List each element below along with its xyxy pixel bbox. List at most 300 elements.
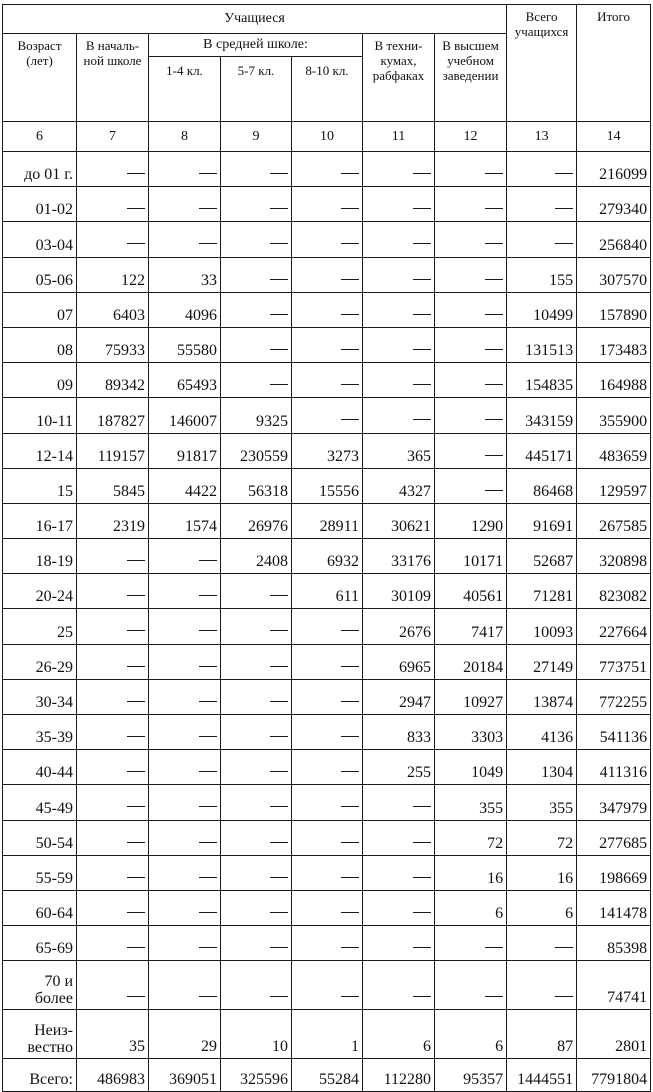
value-cell xyxy=(292,257,363,292)
value-cell xyxy=(77,750,149,785)
value-cell xyxy=(292,715,363,750)
value-cell: 9325 xyxy=(221,398,292,433)
dash-mark xyxy=(341,806,359,807)
dash-mark xyxy=(485,455,503,456)
dash-mark xyxy=(270,877,288,878)
value-cell: 72 xyxy=(435,820,507,855)
dash-mark xyxy=(485,279,503,280)
age-cell: 07 xyxy=(3,292,77,327)
dash-mark xyxy=(341,996,359,997)
value-cell xyxy=(221,152,292,187)
value-cell xyxy=(149,750,221,785)
table-row xyxy=(3,1010,651,1059)
table-row xyxy=(3,222,651,257)
value-cell: 55580 xyxy=(149,327,221,362)
dash-mark xyxy=(413,842,431,843)
column-number: 10 xyxy=(292,122,363,152)
dash-mark xyxy=(485,384,503,385)
table-row xyxy=(3,539,651,574)
value-cell xyxy=(292,820,363,855)
value-cell xyxy=(363,292,435,327)
value-cell xyxy=(292,187,363,222)
header-grades-5-7: 5-7 кл. xyxy=(221,57,292,122)
value-cell: 20184 xyxy=(435,644,507,679)
value-cell: 119157 xyxy=(77,433,149,468)
value-cell: 65493 xyxy=(149,363,221,398)
dash-mark xyxy=(127,736,145,737)
students-by-age-table xyxy=(2,4,651,1092)
age-cell: 18-19 xyxy=(3,539,77,574)
value-cell: 277685 xyxy=(577,820,651,855)
value-cell: 4096 xyxy=(149,292,221,327)
value-cell xyxy=(77,222,149,257)
value-cell: 255 xyxy=(363,750,435,785)
value-cell xyxy=(149,539,221,574)
value-cell: 3273 xyxy=(292,433,363,468)
value-cell: 1 xyxy=(292,1010,363,1059)
total-value-cell: 369051 xyxy=(149,1059,221,1092)
value-cell: 75933 xyxy=(77,327,149,362)
dash-mark xyxy=(413,419,431,420)
age-cell: 10-11 xyxy=(3,398,77,433)
value-cell xyxy=(292,327,363,362)
dash-mark xyxy=(199,912,217,913)
value-cell xyxy=(363,961,435,1010)
dash-mark xyxy=(341,877,359,878)
column-number: 13 xyxy=(507,122,577,152)
value-cell xyxy=(363,926,435,961)
value-cell: 33 xyxy=(149,257,221,292)
value-cell: 141478 xyxy=(577,890,651,925)
column-number: 8 xyxy=(149,122,221,152)
dash-mark xyxy=(270,279,288,280)
value-cell: 15556 xyxy=(292,468,363,503)
value-cell: 4136 xyxy=(507,715,577,750)
value-cell: 1290 xyxy=(435,503,507,538)
age-cell: 55-59 xyxy=(3,855,77,890)
value-cell xyxy=(221,292,292,327)
value-cell: 227664 xyxy=(577,609,651,644)
value-cell xyxy=(292,363,363,398)
value-cell: 30109 xyxy=(363,574,435,609)
dash-mark xyxy=(199,701,217,702)
value-cell xyxy=(149,679,221,714)
value-cell: 1574 xyxy=(149,503,221,538)
header-row-top xyxy=(3,5,651,34)
dash-mark xyxy=(413,314,431,315)
value-cell: 187827 xyxy=(77,398,149,433)
value-cell: 16 xyxy=(507,855,577,890)
value-cell xyxy=(292,855,363,890)
dash-mark xyxy=(341,314,359,315)
header-total-students: Всего учащихся xyxy=(507,5,577,122)
value-cell: 72 xyxy=(507,820,577,855)
value-cell: 122 xyxy=(77,257,149,292)
value-cell: 541136 xyxy=(577,715,651,750)
value-cell: 74741 xyxy=(577,961,651,1010)
dash-mark xyxy=(413,279,431,280)
dash-mark xyxy=(127,630,145,631)
value-cell: 35 xyxy=(77,1010,149,1059)
value-cell: 6 xyxy=(435,890,507,925)
value-cell: 56318 xyxy=(221,468,292,503)
dash-mark xyxy=(341,842,359,843)
total-value-cell: 486983 xyxy=(77,1059,149,1092)
value-cell: 6 xyxy=(507,890,577,925)
dash-mark xyxy=(199,771,217,772)
dash-mark xyxy=(485,243,503,244)
dash-mark xyxy=(127,842,145,843)
value-cell xyxy=(149,152,221,187)
dash-mark xyxy=(127,173,145,174)
value-cell xyxy=(221,644,292,679)
value-cell: 445171 xyxy=(507,433,577,468)
value-cell: 52687 xyxy=(507,539,577,574)
value-cell xyxy=(363,222,435,257)
dash-mark xyxy=(199,736,217,737)
value-cell: 10171 xyxy=(435,539,507,574)
value-cell: 86468 xyxy=(507,468,577,503)
dash-mark xyxy=(485,314,503,315)
table-row xyxy=(3,327,651,362)
dash-mark xyxy=(199,208,217,209)
value-cell xyxy=(149,855,221,890)
value-cell xyxy=(221,820,292,855)
table-row xyxy=(3,433,651,468)
value-cell xyxy=(221,257,292,292)
table-row xyxy=(3,855,651,890)
value-cell: 6965 xyxy=(363,644,435,679)
dash-mark xyxy=(485,349,503,350)
value-cell: 307570 xyxy=(577,257,651,292)
table-row xyxy=(3,468,651,503)
dash-mark xyxy=(341,771,359,772)
age-cell: 35-39 xyxy=(3,715,77,750)
value-cell: 3303 xyxy=(435,715,507,750)
value-cell xyxy=(149,644,221,679)
value-cell: 355 xyxy=(507,785,577,820)
total-value-cell: 325596 xyxy=(221,1059,292,1092)
age-cell: 01-02 xyxy=(3,187,77,222)
dash-mark xyxy=(485,419,503,420)
value-cell xyxy=(77,644,149,679)
value-cell xyxy=(149,961,221,1010)
age-cell: 45-49 xyxy=(3,785,77,820)
dash-mark xyxy=(341,419,359,420)
dash-mark xyxy=(413,349,431,350)
value-cell: 131513 xyxy=(507,327,577,362)
value-cell xyxy=(363,327,435,362)
value-cell: 155 xyxy=(507,257,577,292)
total-value-cell: 112280 xyxy=(363,1059,435,1092)
age-cell: 70 и более xyxy=(3,961,77,1010)
value-cell: 164988 xyxy=(577,363,651,398)
value-cell xyxy=(149,820,221,855)
dash-mark xyxy=(270,595,288,596)
table-row xyxy=(3,820,651,855)
value-cell: 6403 xyxy=(77,292,149,327)
value-cell: 7417 xyxy=(435,609,507,644)
value-cell: 2947 xyxy=(363,679,435,714)
value-cell xyxy=(292,152,363,187)
value-cell xyxy=(292,609,363,644)
dash-mark xyxy=(199,243,217,244)
value-cell: 13874 xyxy=(507,679,577,714)
table-row xyxy=(3,890,651,925)
value-cell: 6 xyxy=(435,1010,507,1059)
dash-mark xyxy=(270,996,288,997)
dash-mark xyxy=(413,243,431,244)
dash-mark xyxy=(127,806,145,807)
value-cell: 157890 xyxy=(577,292,651,327)
value-cell xyxy=(77,785,149,820)
header-primary: В началь-ной школе xyxy=(77,34,149,122)
value-cell xyxy=(149,609,221,644)
age-cell: 05-06 xyxy=(3,257,77,292)
table-row xyxy=(3,187,651,222)
age-cell: 03-04 xyxy=(3,222,77,257)
value-cell xyxy=(77,855,149,890)
column-number: 6 xyxy=(3,122,77,152)
dash-mark xyxy=(555,208,573,209)
value-cell xyxy=(363,398,435,433)
dash-mark xyxy=(127,912,145,913)
value-cell: 230559 xyxy=(221,433,292,468)
dash-mark xyxy=(413,947,431,948)
age-cell: 65-69 xyxy=(3,926,77,961)
value-cell xyxy=(221,363,292,398)
value-cell: 91817 xyxy=(149,433,221,468)
age-cell: 40-44 xyxy=(3,750,77,785)
value-cell: 5845 xyxy=(77,468,149,503)
dash-mark xyxy=(341,666,359,667)
dash-mark xyxy=(199,947,217,948)
dash-mark xyxy=(413,877,431,878)
value-cell xyxy=(77,609,149,644)
value-cell xyxy=(77,187,149,222)
value-cell: 483659 xyxy=(577,433,651,468)
value-cell: 6 xyxy=(363,1010,435,1059)
value-cell xyxy=(292,222,363,257)
column-number: 12 xyxy=(435,122,507,152)
table-row xyxy=(3,574,651,609)
age-cell: 30-34 xyxy=(3,679,77,714)
value-cell: 320898 xyxy=(577,539,651,574)
value-cell xyxy=(149,926,221,961)
dash-mark xyxy=(270,243,288,244)
table-row xyxy=(3,363,651,398)
value-cell: 216099 xyxy=(577,152,651,187)
dash-mark xyxy=(341,173,359,174)
value-cell xyxy=(507,926,577,961)
value-cell xyxy=(149,222,221,257)
value-cell: 343159 xyxy=(507,398,577,433)
dash-mark xyxy=(413,806,431,807)
table-body xyxy=(3,152,651,1092)
dash-mark xyxy=(127,877,145,878)
value-cell: 1049 xyxy=(435,750,507,785)
dash-mark xyxy=(413,173,431,174)
dash-mark xyxy=(127,996,145,997)
dash-mark xyxy=(270,736,288,737)
dash-mark xyxy=(413,996,431,997)
value-cell xyxy=(77,961,149,1010)
value-cell: 29 xyxy=(149,1010,221,1059)
value-cell xyxy=(435,292,507,327)
age-cell: Неиз-вестно xyxy=(3,1010,77,1059)
value-cell xyxy=(221,715,292,750)
value-cell xyxy=(149,890,221,925)
value-cell xyxy=(77,715,149,750)
header-technical: В техни-кумах, рабфаках xyxy=(363,34,435,122)
value-cell: 411316 xyxy=(577,750,651,785)
value-cell xyxy=(507,187,577,222)
value-cell xyxy=(435,926,507,961)
age-cell: 26-29 xyxy=(3,644,77,679)
column-number: 9 xyxy=(221,122,292,152)
value-cell: 10 xyxy=(221,1010,292,1059)
value-cell: 71281 xyxy=(507,574,577,609)
age-cell: 16-17 xyxy=(3,503,77,538)
dash-mark xyxy=(199,996,217,997)
value-cell: 2408 xyxy=(221,539,292,574)
total-value-cell: 95357 xyxy=(435,1059,507,1092)
dash-mark xyxy=(199,806,217,807)
value-cell xyxy=(221,750,292,785)
age-cell: 09 xyxy=(3,363,77,398)
dash-mark xyxy=(270,384,288,385)
value-cell: 347979 xyxy=(577,785,651,820)
header-age: Возраст (лет) xyxy=(3,34,77,122)
value-cell xyxy=(292,679,363,714)
total-label: Всего: xyxy=(3,1059,77,1092)
dash-mark xyxy=(341,701,359,702)
value-cell xyxy=(221,222,292,257)
value-cell: 365 xyxy=(363,433,435,468)
dash-mark xyxy=(555,996,573,997)
dash-mark xyxy=(127,243,145,244)
value-cell xyxy=(507,222,577,257)
value-cell xyxy=(435,152,507,187)
value-cell xyxy=(221,785,292,820)
dash-mark xyxy=(127,666,145,667)
dash-mark xyxy=(270,314,288,315)
dash-mark xyxy=(270,771,288,772)
value-cell xyxy=(149,785,221,820)
value-cell xyxy=(292,926,363,961)
table-row xyxy=(3,644,651,679)
value-cell: 611 xyxy=(292,574,363,609)
dash-mark xyxy=(199,842,217,843)
dash-mark xyxy=(341,243,359,244)
value-cell xyxy=(292,398,363,433)
age-cell: 15 xyxy=(3,468,77,503)
value-cell xyxy=(435,433,507,468)
header-secondary: В средней школе: xyxy=(149,34,363,57)
value-cell: 173483 xyxy=(577,327,651,362)
dash-mark xyxy=(341,208,359,209)
value-cell: 27149 xyxy=(507,644,577,679)
dash-mark xyxy=(341,630,359,631)
value-cell: 28911 xyxy=(292,503,363,538)
value-cell xyxy=(77,890,149,925)
value-cell: 2319 xyxy=(77,503,149,538)
dash-mark xyxy=(127,947,145,948)
table-row xyxy=(3,292,651,327)
column-number-row xyxy=(3,122,651,152)
value-cell: 85398 xyxy=(577,926,651,961)
value-cell xyxy=(77,539,149,574)
dash-mark xyxy=(199,173,217,174)
age-cell: до 01 г. xyxy=(3,152,77,187)
table-row xyxy=(3,609,651,644)
value-cell: 279340 xyxy=(577,187,651,222)
dash-mark xyxy=(341,947,359,948)
value-cell: 26976 xyxy=(221,503,292,538)
value-cell xyxy=(363,152,435,187)
value-cell: 1304 xyxy=(507,750,577,785)
dash-mark xyxy=(270,208,288,209)
total-row xyxy=(3,1059,651,1092)
value-cell: 10499 xyxy=(507,292,577,327)
value-cell: 10927 xyxy=(435,679,507,714)
dash-mark xyxy=(555,947,573,948)
dash-mark xyxy=(485,490,503,491)
value-cell: 40561 xyxy=(435,574,507,609)
column-number: 14 xyxy=(577,122,651,152)
dash-mark xyxy=(341,349,359,350)
value-cell: 355 xyxy=(435,785,507,820)
value-cell xyxy=(221,574,292,609)
dash-mark xyxy=(270,173,288,174)
dash-mark xyxy=(341,384,359,385)
value-cell: 33176 xyxy=(363,539,435,574)
value-cell xyxy=(363,187,435,222)
dash-mark xyxy=(199,595,217,596)
dash-mark xyxy=(485,208,503,209)
header-higher: В высшем учебном заведении xyxy=(435,34,507,122)
value-cell xyxy=(77,152,149,187)
table-row xyxy=(3,152,651,187)
value-cell: 256840 xyxy=(577,222,651,257)
total-value-cell: 55284 xyxy=(292,1059,363,1092)
value-cell: 129597 xyxy=(577,468,651,503)
dash-mark xyxy=(555,173,573,174)
header-grand-total: Итого xyxy=(577,5,651,122)
dash-mark xyxy=(127,701,145,702)
dash-mark xyxy=(413,912,431,913)
dash-mark xyxy=(127,771,145,772)
header-grades-8-10: 8-10 кл. xyxy=(292,57,363,122)
dash-mark xyxy=(270,947,288,948)
value-cell xyxy=(435,363,507,398)
header-students: Учащиеся xyxy=(3,5,507,34)
dash-mark xyxy=(270,912,288,913)
value-cell xyxy=(149,715,221,750)
value-cell: 4327 xyxy=(363,468,435,503)
table-row xyxy=(3,257,651,292)
dash-mark xyxy=(127,595,145,596)
table-row xyxy=(3,750,651,785)
dash-mark xyxy=(270,842,288,843)
dash-mark xyxy=(555,243,573,244)
value-cell xyxy=(363,257,435,292)
dash-mark xyxy=(199,877,217,878)
value-cell: 30621 xyxy=(363,503,435,538)
value-cell: 833 xyxy=(363,715,435,750)
dash-mark xyxy=(199,630,217,631)
value-cell xyxy=(221,187,292,222)
